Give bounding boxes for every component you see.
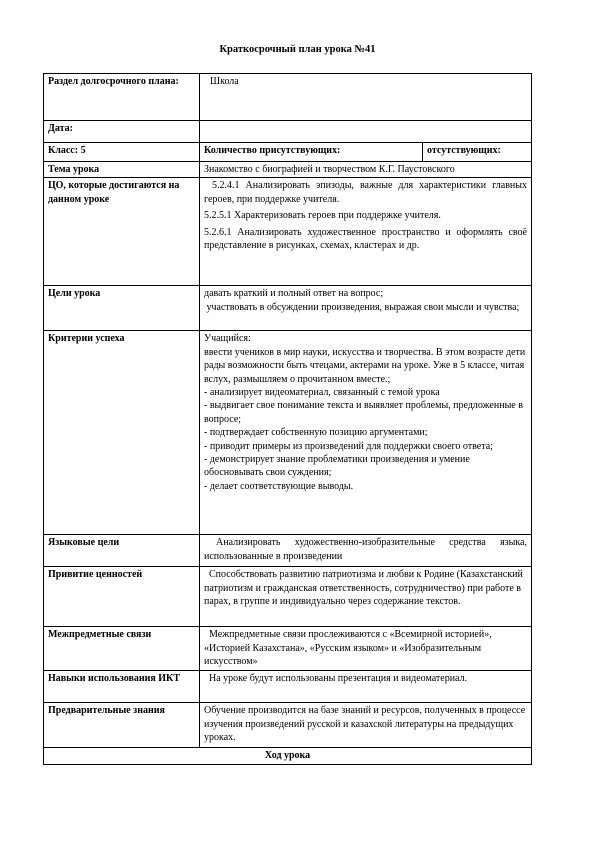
row-crosscurricular (44, 627, 532, 671)
topic-label: Тема урока (44, 162, 200, 178)
section-value (200, 74, 532, 121)
criteria-item: - подтверждает собственную позицию аргументами; (204, 427, 428, 439)
section-value-text: Школа (210, 76, 239, 87)
goals-label: Цели урока (44, 286, 200, 331)
criteria-item: ввести учеников в мир науки, искусства и творчества. В этом возрасте дети рады возможности быть чтецами, актерами на уроке. Уже в 5 классе, читая вслух, размышляем о прочитанном вместе.; (204, 346, 526, 385)
values-value: Способствовать развитию патриотизма и любви к Родине (Казахстанский патриотизм и гражданская ответственность, сотрудничество) при работе в парах, в группе и индивидуально через содержание текстов. (200, 567, 532, 627)
row-class (44, 143, 532, 162)
row-footer (44, 748, 532, 764)
criteria-item: - выдвигает свое понимание текста и выявляет проблемы, предложенные в вопросе; (204, 400, 523, 425)
objective-item: 5.2.4.1 Анализировать эпизоды, важные для характеристики главных героев, при поддержке учителя. (204, 180, 527, 205)
criteria-label: Критерии успеха (44, 331, 200, 535)
crosscurricular-label: Межпредметные связи (44, 627, 200, 671)
criteria-value (200, 331, 532, 535)
row-prior (44, 703, 532, 748)
objectives-label: ЦО, которые достигаются на данном уроке (44, 178, 200, 286)
criteria-item: - делает соответствующие выводы. (204, 480, 354, 492)
language-label: Языковые цели (44, 535, 200, 567)
absent-label: отсутствующих: (423, 143, 532, 162)
goals-value (200, 286, 532, 331)
criteria-item: - анализирует видеоматериал, связанный с темой урока (204, 387, 440, 399)
date-value (200, 121, 532, 143)
values-label: Привитие ценностей (44, 567, 200, 627)
criteria-item: - приводит примеры из произведений для поддержки своего ответа; (204, 440, 493, 452)
row-section (44, 74, 532, 121)
class-label: Класс: 5 (44, 143, 200, 162)
lesson-plan-table (43, 73, 532, 765)
row-topic (44, 162, 532, 178)
objective-item: 5.2.6.1 Анализировать художественное пространство и оформлять своё представление в рисунках, схемах, кластерах и др. (204, 226, 527, 252)
ict-value: На уроке будут использованы презентация и видеоматериал. (200, 671, 532, 703)
date-label: Дата: (44, 121, 200, 143)
prior-label: Предварительные знания (44, 703, 200, 748)
language-value: Анализировать художественно-изобразительные средства языка, использованные в произведении (200, 535, 532, 567)
row-language (44, 535, 532, 567)
row-date (44, 121, 532, 143)
section-label: Раздел долгосрочного плана: (44, 74, 200, 121)
objectives-value (200, 178, 532, 286)
ict-label: Навыки использования ИКТ (44, 671, 200, 703)
lesson-progress-heading: Ход урока (44, 748, 532, 764)
goal-item: давать краткий и полный ответ на вопрос; (204, 288, 384, 300)
prior-value: Обучение производится на базе знаний и ресурсов, полученных в процессе изучения произведений русской и казахской литературы на предыдущих уроках. (200, 703, 532, 748)
topic-value: Знакомство с биографией и творчеством К.Г. Паустовского (200, 162, 532, 178)
row-ict (44, 671, 532, 703)
goal-item: участвовать в обсуждении произведения, выражая свои мысли и чувства; (204, 301, 520, 313)
page-title: Краткосрочный план урока №41 (219, 44, 376, 55)
row-values (44, 567, 532, 627)
present-label: Количество присутствующих: (200, 143, 423, 162)
row-goals (44, 286, 532, 331)
row-criteria (44, 331, 532, 535)
row-objectives (44, 178, 532, 286)
crosscurricular-value: Межпредметные связи прослеживаются с «Всемирной историей», «Историей Казахстана», «Русским языком» и «Изобразительным искусством» (200, 627, 532, 671)
criteria-item: Учащийся: (204, 333, 251, 345)
objective-item: 5.2.5.1 Характеризовать героев при поддержке учителя. (204, 210, 441, 222)
criteria-item: - демонстрирует знание проблематики произведения и умение обосновывать свои суждения; (204, 454, 470, 479)
